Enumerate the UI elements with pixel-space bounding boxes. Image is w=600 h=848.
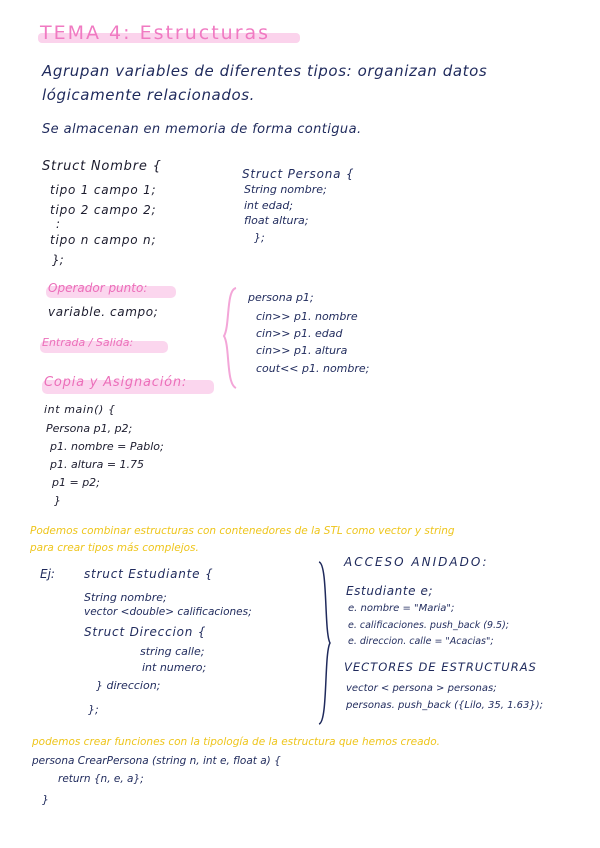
intro-line-3: Se almacenan en memoria de forma contigua. [42,122,362,137]
main-line: p1 = p2; [52,476,100,489]
vectores-line: vector < persona > personas; [346,683,497,694]
estudiante-line: string calle; [140,645,205,658]
estudiante-line: } direccion; [96,679,161,692]
pink-brace-icon [220,286,240,390]
functions-note: podemos crear funciones con la tipología de la estructura que hemos creado. [32,736,440,748]
intro-line-1: Agrupan variables de diferentes tipos: organizan datos [42,62,488,80]
vectores-heading: VECTORES DE ESTRUCTURAS [344,660,537,674]
io-line: cin>> p1. altura [256,344,348,357]
persona-struct-line: float altura; [244,214,309,227]
function-line: persona CrearPersona (string n, int e, float a) { [32,755,281,767]
persona-struct-line: int edad; [244,199,294,212]
function-line: } [42,793,49,806]
operador-punto-syntax: variable. campo; [48,305,159,319]
main-line: p1. nombre = Pablo; [50,440,164,453]
generic-struct-line: tipo n campo n; [50,233,157,247]
main-line: Persona p1, p2; [46,422,133,435]
acceso-anidado-line: e. direccion. calle = "Acacias"; [348,636,494,647]
entrada-salida-label: Entrada / Salida: [42,336,134,349]
combine-note-line-2: para crear tipos más complejos. [30,542,199,554]
estudiante-line: int numero; [142,661,207,674]
io-line: cin>> p1. nombre [256,310,358,323]
generic-struct-line: tipo 1 campo 1; [50,183,157,197]
estudiante-line: Struct Direccion { [84,625,207,639]
function-line: return {n, e, a}; [58,773,144,785]
io-line: cin>> p1. edad [256,327,343,340]
intro-line-2: lógicamente relacionados. [42,86,256,104]
persona-struct-line: }; [254,231,265,244]
estudiante-line: vector <double> calificaciones; [84,606,252,618]
page-title: TEMA 4: Estructuras [40,22,271,44]
combine-note-line-1: Podemos combinar estructuras con contenedores de la STL como vector y string [30,525,455,537]
navy-brace-icon [316,560,334,726]
io-line: persona p1; [248,291,314,304]
acceso-anidado-heading: ACCESO ANIDADO: [344,555,489,569]
estudiante-prefix: Ej: [40,567,55,581]
acceso-anidado-line: e. nombre = "Maria"; [348,603,455,614]
io-line: cout<< p1. nombre; [256,362,370,375]
generic-struct-line: }; [52,253,64,267]
acceso-anidado-line: e. calificaciones. push_back (9.5); [348,620,510,631]
generic-struct-line: : [56,217,61,231]
estudiante-header: struct Estudiante { [84,567,214,581]
estudiante-line: }; [88,703,99,716]
persona-struct-line: String nombre; [244,183,327,196]
main-line: p1. altura = 1.75 [50,458,145,471]
main-line: } [54,494,61,507]
acceso-anidado-line: Estudiante e; [346,584,434,598]
estudiante-line: String nombre; [84,591,167,604]
operador-punto-label: Operador punto: [48,281,148,295]
vectores-line: personas. push_back ({Lilo, 35, 1.63}); [346,700,543,711]
generic-struct-header: Struct Nombre { [42,159,162,174]
generic-struct-line: tipo 2 campo 2; [50,203,157,217]
persona-struct-header: Struct Persona { [242,167,355,181]
main-line: int main() { [44,403,116,416]
copia-label: Copia y Asignación: [44,375,188,390]
